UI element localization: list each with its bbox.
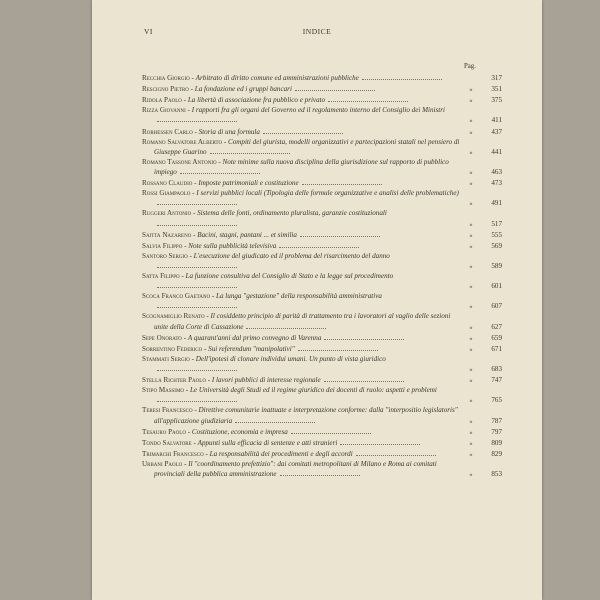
toc-entry-marker: » bbox=[469, 323, 473, 331]
toc-entry-author: Tesauro Paolo bbox=[142, 427, 186, 436]
toc-entry bbox=[142, 241, 502, 251]
toc-entry-marker: » bbox=[469, 262, 473, 270]
toc-entry-text bbox=[142, 272, 464, 291]
toc-entry-title: Appunti sulla efficacia di sentenze e atti stranieri bbox=[197, 438, 338, 447]
toc-entry-title: L'esecuzione del giudicato ed il problema del risarcimento del danno bbox=[193, 251, 390, 260]
dot-leader bbox=[340, 438, 420, 445]
toc-separator: - bbox=[190, 189, 197, 198]
toc-entry-title: Bacini, stagni, pantani ... et similia bbox=[197, 230, 297, 239]
toc-entry-marker: » bbox=[469, 377, 473, 385]
toc-entries bbox=[142, 73, 502, 479]
toc-entry bbox=[142, 312, 502, 331]
toc-entry-title: Il "coordinamento prefettizio": dai comitati metropolitani di Milano e Roma ai comitati provinciali della pubblica amministrazione bbox=[154, 460, 437, 479]
toc-entry-title: La fondazione ed i gruppi bancari bbox=[194, 85, 292, 94]
toc-entry-page: 411 bbox=[491, 116, 502, 125]
dot-leader bbox=[235, 416, 315, 423]
toc-entry-text bbox=[142, 84, 464, 94]
toc-entry-page: 601 bbox=[491, 282, 502, 291]
toc-entry-text bbox=[142, 292, 464, 311]
toc-entry bbox=[142, 344, 502, 354]
toc-entry-text bbox=[142, 406, 464, 425]
toc-entry-page: 671 bbox=[491, 344, 502, 353]
toc-entry-text bbox=[142, 189, 464, 208]
toc-entry-author: Stammati Sergio bbox=[142, 354, 190, 363]
toc-entry-title: Dell'ipotesi di clonare individui umani. Un punto di vista giuridico bbox=[195, 354, 386, 363]
toc-entry-text bbox=[142, 375, 464, 385]
toc-entry bbox=[142, 406, 502, 425]
toc-entry bbox=[142, 292, 502, 311]
toc-entry-author: Rescigno Pietro bbox=[142, 85, 189, 94]
toc-entry-author: Satta Filippo bbox=[142, 272, 180, 281]
toc-entry-text bbox=[142, 460, 464, 479]
toc-entry-title: I servizi pubblici locali (Tipologia delle formule organizzative e analisi delle problematiche) bbox=[196, 189, 459, 198]
toc-entry-title: Costituzione, economia e impresa bbox=[191, 427, 288, 436]
toc-separator: - bbox=[191, 230, 198, 239]
toc-entry-page: 569 bbox=[491, 241, 502, 250]
dot-leader bbox=[279, 241, 359, 248]
dot-leader bbox=[210, 147, 290, 154]
dot-leader bbox=[302, 178, 382, 185]
toc-entry-title: Imposte patrimoniali e costituzione bbox=[198, 179, 299, 188]
page-number: VI bbox=[144, 27, 153, 36]
dot-leader bbox=[356, 449, 436, 456]
toc-entry-title: Direttive comunitarie inattuate e interpretazione conforme: dalla "interpositio legislatoris" all'applicazione giudiziaria bbox=[154, 406, 458, 425]
toc-entry bbox=[142, 209, 502, 228]
page-column-label: Pag. bbox=[464, 63, 476, 70]
toc-separator: - bbox=[182, 460, 189, 469]
toc-entry-page: 441 bbox=[491, 147, 502, 156]
toc-entry bbox=[142, 106, 502, 125]
toc-entry bbox=[142, 127, 502, 137]
dot-leader bbox=[157, 364, 237, 371]
toc-entry bbox=[142, 95, 502, 105]
dot-leader bbox=[157, 115, 237, 122]
toc-separator: - bbox=[192, 127, 199, 136]
toc-entry bbox=[142, 158, 502, 177]
toc-entry-title: Compiti del giurista, modelli organizzativi e partecipazioni statali nel pensiero di Giuseppe Guarino bbox=[154, 137, 460, 156]
dot-leader bbox=[324, 375, 404, 382]
toc-entry-page: 437 bbox=[491, 127, 502, 136]
table-of-contents bbox=[142, 63, 502, 480]
toc-separator: - bbox=[181, 333, 188, 342]
toc-entry-marker: » bbox=[469, 471, 473, 479]
toc-entry bbox=[142, 427, 502, 437]
toc-entry bbox=[142, 355, 502, 374]
dot-leader bbox=[157, 281, 237, 288]
toc-entry-title: I lavori pubblici di interesse regionale bbox=[211, 376, 321, 385]
toc-entry-page: 659 bbox=[491, 333, 502, 342]
book-page bbox=[92, 0, 542, 600]
toc-entry bbox=[142, 460, 502, 479]
toc-separator: - bbox=[189, 354, 196, 363]
dot-leader bbox=[300, 230, 380, 237]
toc-entry-author: Stella Richter Paolo bbox=[142, 376, 206, 385]
dot-leader bbox=[291, 427, 371, 434]
dot-leader bbox=[362, 73, 442, 80]
toc-entry-marker: » bbox=[469, 283, 473, 291]
toc-separator: - bbox=[192, 179, 199, 188]
toc-entry-page: 463 bbox=[491, 167, 502, 176]
toc-entry-title: Sistema delle fonti, ordinamento pluralista, garanzie costituzionali bbox=[197, 209, 387, 218]
toc-separator: - bbox=[202, 344, 209, 353]
toc-entry-text bbox=[142, 106, 464, 125]
toc-entry-title: Arbitrato di diritto comune ed amministrazioni pubbliche bbox=[195, 74, 359, 82]
toc-entry bbox=[142, 272, 502, 291]
toc-separator: - bbox=[188, 85, 195, 94]
toc-entry bbox=[142, 189, 502, 208]
toc-entry-author: Scoca Franco Gaetano bbox=[142, 292, 211, 301]
dot-leader bbox=[298, 344, 378, 351]
toc-separator: - bbox=[191, 209, 198, 218]
toc-entry-marker: » bbox=[469, 231, 473, 239]
toc-entry-text bbox=[142, 138, 464, 157]
toc-entry-author: Romano Salvatore Alberto bbox=[142, 137, 223, 146]
toc-entry-title: I rapporti fra gli organi del Governo ed il regolamento interno del Consiglio dei Ministri bbox=[191, 106, 445, 115]
toc-entry-page: 829 bbox=[491, 449, 502, 458]
dot-leader bbox=[263, 127, 343, 134]
dot-leader bbox=[328, 95, 408, 102]
toc-separator: - bbox=[189, 74, 196, 82]
toc-entry-page: 683 bbox=[491, 365, 502, 373]
toc-entry-marker: » bbox=[469, 450, 473, 458]
dot-leader bbox=[180, 167, 260, 174]
toc-entry-page: 607 bbox=[491, 302, 502, 311]
toc-entry-author: Sorrentino Federico bbox=[142, 344, 203, 353]
toc-entry-page: 375 bbox=[491, 96, 502, 105]
toc-entry-marker: » bbox=[469, 97, 473, 105]
toc-entry-text bbox=[142, 95, 464, 105]
toc-entry-title: La funzione consultiva del Consiglio di Stato e la legge sul procedimento bbox=[185, 272, 394, 281]
toc-entry-page: 555 bbox=[491, 230, 502, 239]
toc-entry bbox=[142, 84, 502, 94]
toc-entry-author: Rossano Claudio bbox=[142, 179, 193, 188]
toc-entry-author: Tondo Salvatore bbox=[142, 438, 192, 447]
toc-separator: - bbox=[216, 157, 223, 166]
toc-entry bbox=[142, 375, 502, 385]
toc-entry-page: 491 bbox=[491, 199, 502, 208]
toc-separator: - bbox=[222, 137, 229, 146]
toc-entry-page: 473 bbox=[491, 179, 502, 188]
toc-entry-author: Scognamiglio Renato bbox=[142, 312, 205, 321]
toc-entry-text bbox=[142, 333, 464, 343]
toc-entry-author: Saitta Nazareno bbox=[142, 230, 192, 239]
toc-entry-marker: » bbox=[469, 242, 473, 250]
dot-leader bbox=[157, 198, 237, 205]
toc-entry-text bbox=[142, 252, 464, 271]
toc-entry-text bbox=[142, 344, 464, 354]
toc-entry-author: Ruggeri Antonio bbox=[142, 209, 192, 218]
toc-entry-page: 853 bbox=[491, 470, 502, 479]
toc-entry-page: 797 bbox=[491, 427, 502, 436]
toc-entry-marker: » bbox=[469, 168, 473, 176]
toc-entry bbox=[142, 333, 502, 343]
dot-leader bbox=[157, 261, 237, 268]
toc-entry-text bbox=[142, 241, 464, 251]
toc-entry-marker: » bbox=[469, 86, 473, 94]
toc-entry-page: 589 bbox=[491, 261, 502, 270]
toc-entry-author: Rossi Giampaolo bbox=[142, 189, 191, 198]
toc-entry-marker: » bbox=[469, 439, 473, 447]
toc-entry-text bbox=[142, 209, 464, 228]
toc-entry-marker: » bbox=[469, 366, 473, 373]
toc-entry-page: 747 bbox=[491, 376, 502, 385]
toc-entry bbox=[142, 138, 502, 157]
toc-entry-title: Le Università degli Studi ed il regime giuridico dei docenti di ruolo: aspetti e problemi bbox=[189, 386, 437, 395]
toc-entry-author: Ridola Paolo bbox=[142, 96, 182, 105]
toc-entry-marker: » bbox=[469, 148, 473, 156]
toc-entry-page: 517 bbox=[491, 219, 502, 228]
toc-entry-page: 627 bbox=[491, 322, 502, 331]
toc-separator: - bbox=[185, 427, 192, 436]
toc-separator: - bbox=[204, 312, 211, 321]
toc-entry-page: 351 bbox=[491, 85, 502, 94]
toc-entry-text bbox=[142, 312, 464, 331]
toc-entry-author: Salvia Filippo bbox=[142, 241, 183, 250]
toc-entry-marker: » bbox=[469, 180, 473, 188]
toc-separator: - bbox=[181, 96, 188, 105]
toc-entry-title: Note minime sulla nuova disciplina della giurisdizione sul rapporto di pubblico impiego bbox=[154, 157, 449, 176]
toc-entry-title: Il cosiddetto principio di parità di trattamento tra i lavoratori al vaglio delle sezioni unite della Corte di Cassazione bbox=[154, 312, 451, 331]
dot-leader bbox=[246, 322, 326, 329]
page-title: INDICE bbox=[302, 27, 332, 36]
toc-entry-text bbox=[142, 178, 464, 188]
toc-entry-title: La libertà di associazione fra pubblico e privato bbox=[187, 96, 326, 105]
toc-entry-marker: » bbox=[469, 397, 473, 405]
toc-separator: - bbox=[187, 251, 194, 260]
toc-entry-author: Rorhessen Carlo bbox=[142, 127, 193, 136]
toc-separator: - bbox=[210, 292, 217, 301]
toc-entry-author: Trimarchi Francesco bbox=[142, 449, 204, 458]
toc-entry-text bbox=[142, 127, 464, 137]
toc-entry-marker: » bbox=[469, 417, 473, 425]
toc-entry bbox=[142, 449, 502, 459]
dot-leader bbox=[157, 219, 237, 226]
toc-entry-marker: » bbox=[469, 220, 473, 228]
toc-entry-text bbox=[142, 438, 464, 448]
toc-entry-author: Santoro Sergio bbox=[142, 251, 188, 260]
toc-entry-text bbox=[142, 449, 464, 459]
toc-entry-page: 765 bbox=[491, 396, 502, 405]
toc-entry-marker: » bbox=[469, 334, 473, 342]
toc-entry-author: Teresi Francesco bbox=[142, 406, 193, 415]
dot-leader bbox=[295, 84, 375, 91]
dot-leader bbox=[280, 469, 360, 476]
toc-entry-author: Romano Tassone Antonio bbox=[142, 157, 217, 166]
toc-entry-title: La responsabilità dei procedimenti e degli accordi bbox=[209, 449, 353, 458]
toc-separator: - bbox=[203, 449, 210, 458]
toc-entry-text bbox=[142, 386, 464, 405]
toc-entry bbox=[142, 178, 502, 188]
toc-entry-text bbox=[142, 427, 464, 437]
toc-entry bbox=[142, 73, 502, 83]
toc-separator: - bbox=[192, 406, 199, 415]
toc-separator: - bbox=[185, 106, 192, 115]
toc-entry-text bbox=[142, 355, 464, 374]
toc-entry-title: Note sulla pubblicità televisiva bbox=[188, 241, 277, 250]
toc-separator: - bbox=[179, 272, 186, 281]
dot-leader bbox=[157, 301, 237, 308]
toc-separator: - bbox=[182, 241, 189, 250]
dot-leader bbox=[157, 395, 237, 402]
toc-entry-author: Recchia Giorgio bbox=[142, 74, 190, 82]
toc-entry-marker: » bbox=[469, 303, 473, 311]
toc-entry-title: Sui referendum "manipolativi" bbox=[208, 344, 295, 353]
toc-entry-marker: » bbox=[469, 128, 473, 136]
toc-entry-page: 809 bbox=[491, 438, 502, 447]
toc-entry-marker: » bbox=[469, 345, 473, 353]
toc-separator: - bbox=[205, 376, 212, 385]
toc-entry-page: 787 bbox=[491, 416, 502, 425]
toc-separator: - bbox=[191, 438, 198, 447]
toc-entry-author: Sepe Onorato bbox=[142, 333, 182, 342]
toc-entry-title: A quarant'anni dal primo convegno di Varenna bbox=[187, 333, 322, 342]
toc-entry-marker: » bbox=[469, 428, 473, 436]
toc-entry bbox=[142, 230, 502, 240]
dot-leader bbox=[324, 333, 404, 340]
toc-entry-author: Stipo Massimo bbox=[142, 386, 185, 395]
toc-entry-page: 317 bbox=[491, 74, 502, 82]
toc-entry-text bbox=[142, 158, 464, 177]
toc-separator: - bbox=[184, 386, 190, 395]
toc-entry-marker: » bbox=[469, 117, 473, 125]
toc-entry-text bbox=[142, 230, 464, 240]
toc-entry bbox=[142, 438, 502, 448]
toc-entry-marker: » bbox=[469, 200, 473, 208]
toc-entry bbox=[142, 252, 502, 271]
toc-entry-author: Urbani Paolo bbox=[142, 460, 183, 469]
toc-entry-author: Rizza Giovanni bbox=[142, 106, 186, 115]
toc-entry-text bbox=[142, 73, 464, 83]
toc-entry bbox=[142, 386, 502, 405]
toc-entry-title: La lunga "gestazione" della responsabilità amministrativa bbox=[216, 292, 382, 301]
toc-entry-title: Storia di una formula bbox=[198, 127, 260, 136]
